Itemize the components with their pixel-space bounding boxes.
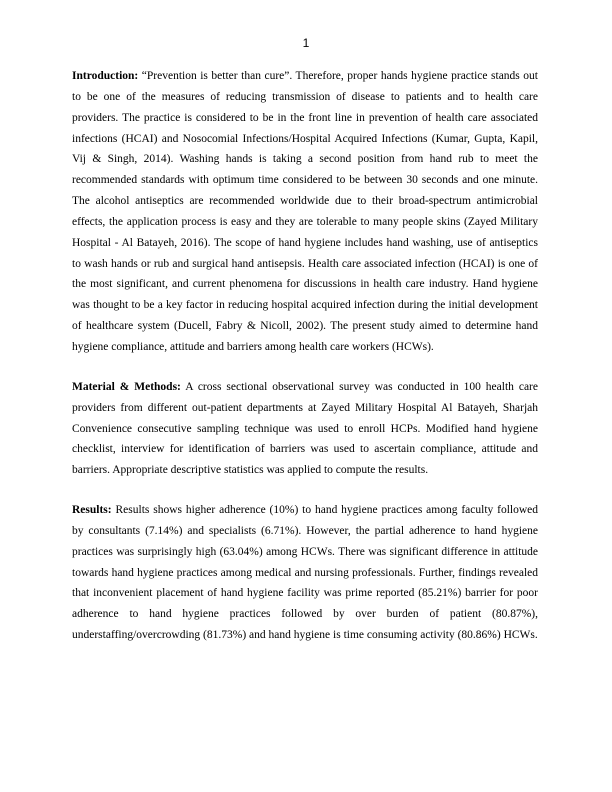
results-heading: Results: xyxy=(72,504,112,517)
document-body xyxy=(72,66,538,665)
introduction-text: “Prevention is better than cure”. Therefore, proper hands hygiene practice stands out to be one of the measures of reducing transmission of disease to patients and to health care providers. The practice is considered to be in the front line in prevention of health care associated infections (HCAI) and Nosocomial Infections/Hospital Acquired Infections (Kumar, Gupta, Kapil, Vij & Singh, 2014). Washing hands is taking a second position from hand rub to meet the recommended standards with optimum time considered to be between 30 seconds and one minute. The alcohol antiseptics are recommended worldwide due to their broad-spectrum antimicrobial effects, the application process is easy and they are tolerable to many people skins (Zayed Military Hospital - Al Batayeh, 2016). The scope of hand hygiene includes hand washing, use of antiseptics to wash hands or rub and surgical hand antisepsis. Health care associated infection (HCAI) is one of the most significant, and current phenomena for discussions in health care industry. Hand hygiene was thought to be a key factor in reducing hospital acquired infection during the initial development of healthcare system (Ducell, Fabry & Nicoll, 2002). The present study aimed to determine hand hygiene compliance, attitude and barriers among health care workers (HCWs). xyxy=(72,70,538,353)
methods-paragraph xyxy=(72,377,538,481)
introduction-paragraph xyxy=(72,66,538,358)
page-number: 1 xyxy=(302,36,310,50)
methods-text: A cross sectional observational survey was conducted in 100 health care providers from different out-patient departments at Zayed Military Hospital Al Batayeh, Sharjah Convenience consecutive sampling technique was used to enroll HCPs. Modified hand hygiene checklist, interview for identification of barriers was used to ascertain compliance, attitude and barriers. Appropriate descriptive statistics was applied to compute the results. xyxy=(72,380,538,477)
introduction-heading: Introduction: xyxy=(72,70,139,82)
results-text: Results shows higher adherence (10%) to hand hygiene practices among faculty followed by consultants (7.14%) and specialists (6.71%). However, the partial adherence to hand hygiene practices was surprisingly high (63.04%) among HCWs. There was significant difference in attitude towards hand hygiene practices among medical and nursing professionals. Further, findings revealed that inconvenient placement of hand hygiene facility was prime reported (85.21%) barrier for poor adherence to hand hygiene practices followed by over burden of patient (80.87%), understaffing/overcrowding (81.73%) and hand hygiene is time consuming activity (80.86%) HCWs. xyxy=(72,504,539,642)
results-paragraph xyxy=(72,500,538,646)
methods-heading: Material & Methods: xyxy=(72,380,181,393)
